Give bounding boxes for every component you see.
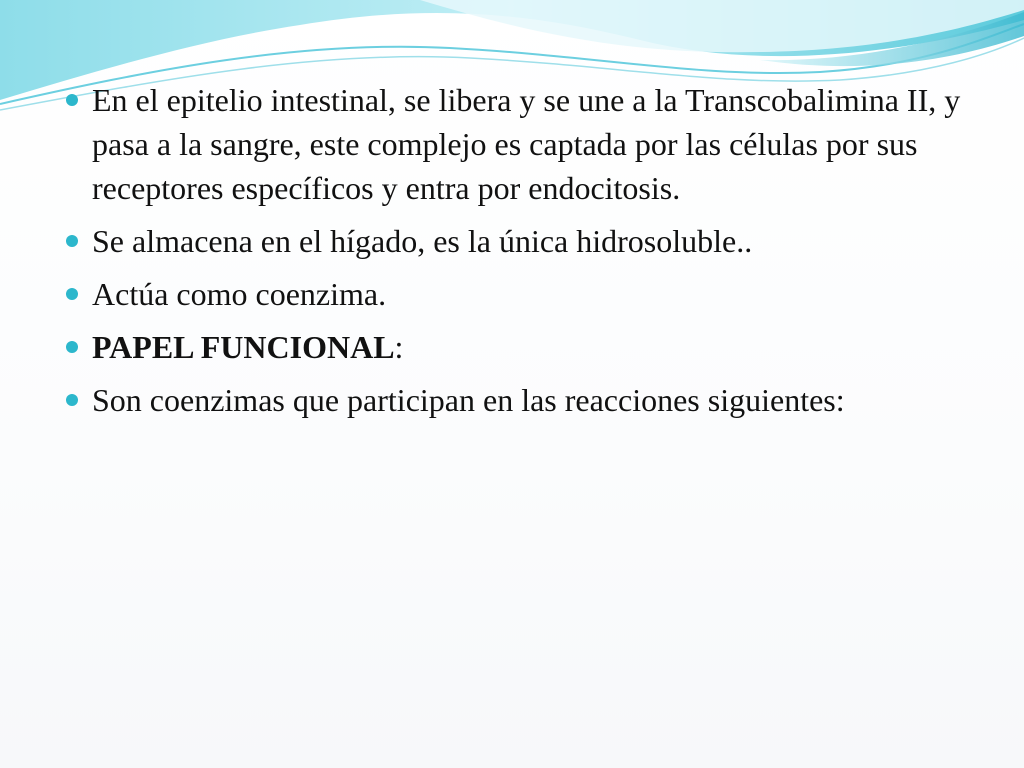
bullet-item bbox=[62, 378, 982, 422]
bullet-icon bbox=[66, 94, 78, 106]
bullet-suffix: : bbox=[394, 329, 404, 365]
bullet-item bbox=[62, 325, 982, 369]
bullet-icon bbox=[66, 288, 78, 300]
bullet-text: Se almacena en el hígado, es la única hidrosoluble.. bbox=[92, 223, 753, 259]
bullet-text: En el epitelio intestinal, se libera y se une a la Transcobalimina II, y pasa a la sangre, este complejo es captada por las células por sus receptores específicos y entra por endocitosis. bbox=[92, 82, 961, 206]
bullet-heading: PAPEL FUNCIONAL bbox=[92, 329, 395, 365]
bullet-icon bbox=[66, 394, 78, 406]
bullet-icon bbox=[66, 341, 78, 353]
bullet-item bbox=[62, 219, 982, 263]
bullet-list bbox=[62, 78, 982, 422]
slide-content bbox=[62, 78, 982, 431]
bullet-item bbox=[62, 78, 982, 210]
bullet-text: Actúa como coenzima. bbox=[92, 276, 387, 312]
bullet-item bbox=[62, 272, 982, 316]
bullet-text: Son coenzimas que participan en las reacciones siguientes: bbox=[92, 382, 845, 418]
bullet-icon bbox=[66, 235, 78, 247]
